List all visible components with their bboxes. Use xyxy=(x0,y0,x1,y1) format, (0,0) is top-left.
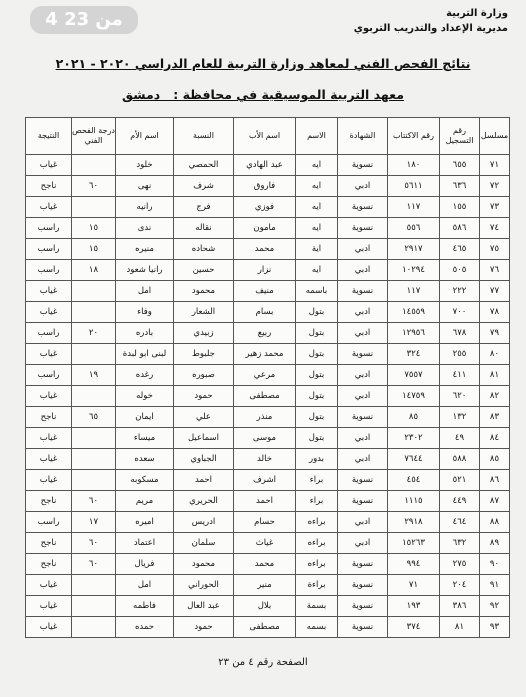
cell-exam-grade: ١٥ xyxy=(72,218,116,239)
cell-result: غياب xyxy=(26,596,72,617)
cell-mother-name: اميره xyxy=(116,512,174,533)
cell-exam-grade xyxy=(72,344,116,365)
cell-result: غياب xyxy=(26,281,72,302)
cell-father-name: غياث xyxy=(234,533,296,554)
cell-result: راسب xyxy=(26,512,72,533)
cell-surname: شحاده xyxy=(174,239,234,260)
cell-certificate: ادبي xyxy=(338,302,388,323)
cell-exam-grade: ١٧ xyxy=(72,512,116,533)
cell-certificate: نسوية xyxy=(338,155,388,176)
cell-name: اية xyxy=(296,239,338,260)
cell-exam-grade: ١٨ xyxy=(72,260,116,281)
cell-surname: نقاله xyxy=(174,218,234,239)
cell-name: براء xyxy=(296,470,338,491)
cell-mother-name: فاطمه xyxy=(116,596,174,617)
cell-mother-name: منيره xyxy=(116,239,174,260)
cell-result: غياب xyxy=(26,155,72,176)
table-row xyxy=(26,554,510,575)
table-row xyxy=(26,302,510,323)
cell-father-name: حسام xyxy=(234,512,296,533)
cell-name: بتول xyxy=(296,323,338,344)
cell-registration-number: ٤٦٤ xyxy=(440,512,480,533)
cell-father-name: محمد زهير xyxy=(234,344,296,365)
ministry-name: وزارة التربية xyxy=(446,8,508,19)
cell-father-name: محمد xyxy=(234,239,296,260)
cell-certificate: ادبي xyxy=(338,512,388,533)
column-header-mother-name: اسم الأم xyxy=(116,118,174,155)
cell-father-name: موسى xyxy=(234,428,296,449)
cell-registration-number: ١٥٥ xyxy=(440,197,480,218)
cell-name: براءه xyxy=(296,554,338,575)
cell-exam-grade: ١٩ xyxy=(72,365,116,386)
cell-mother-name: اعتماد xyxy=(116,533,174,554)
cell-subscription-number: ١٢٩٥٦ xyxy=(388,323,440,344)
cell-serial: ٨٢ xyxy=(480,386,510,407)
table-row xyxy=(26,218,510,239)
cell-exam-grade xyxy=(72,155,116,176)
cell-subscription-number: ٣٢٤ xyxy=(388,344,440,365)
cell-exam-grade: ١٥ xyxy=(72,239,116,260)
cell-serial: ٧٣ xyxy=(480,197,510,218)
column-header-serial: مسلسل xyxy=(480,118,510,155)
cell-name: بتول xyxy=(296,344,338,365)
cell-name: ايه xyxy=(296,218,338,239)
cell-serial: ٧١ xyxy=(480,155,510,176)
cell-certificate: نسوية xyxy=(338,407,388,428)
table-row xyxy=(26,470,510,491)
cell-exam-grade: ٦٠ xyxy=(72,554,116,575)
cell-mother-name: ميساء xyxy=(116,428,174,449)
cell-mother-name: امل xyxy=(116,281,174,302)
cell-father-name: منير xyxy=(234,575,296,596)
cell-registration-number: ٢٧٥ xyxy=(440,554,480,575)
cell-registration-number: ٥٠٥ xyxy=(440,260,480,281)
cell-mother-name: خوله xyxy=(116,386,174,407)
cell-certificate: ادبي xyxy=(338,533,388,554)
cell-serial: ٧٩ xyxy=(480,323,510,344)
cell-surname: فرج xyxy=(174,197,234,218)
cell-serial: ٨٩ xyxy=(480,533,510,554)
cell-subscription-number: ٧٦٤٤ xyxy=(388,449,440,470)
cell-certificate: ادبي xyxy=(338,239,388,260)
cell-serial: ٩٣ xyxy=(480,617,510,638)
cell-exam-grade: ٦٠ xyxy=(72,533,116,554)
institute-subtitle: معهد التربية الموسيقية في محافظة : دمشق xyxy=(122,87,404,102)
cell-certificate: ادبي xyxy=(338,365,388,386)
cell-father-name: خالد xyxy=(234,449,296,470)
organization-header xyxy=(354,6,508,36)
cell-exam-grade xyxy=(72,197,116,218)
cell-name: براءه xyxy=(296,533,338,554)
cell-serial: ٧٨ xyxy=(480,302,510,323)
cell-surname: اسماعيل xyxy=(174,428,234,449)
cell-name: بتول xyxy=(296,428,338,449)
table-row xyxy=(26,449,510,470)
cell-registration-number: ٤٤٩ xyxy=(440,491,480,512)
cell-subscription-number: ١١٧ xyxy=(388,197,440,218)
cell-mother-name: لبنى ابو لبدة xyxy=(116,344,174,365)
cell-result: غياب xyxy=(26,386,72,407)
cell-father-name: بسام xyxy=(234,302,296,323)
cell-result: راسب xyxy=(26,218,72,239)
cell-mother-name: فريال xyxy=(116,554,174,575)
cell-result: ناجح xyxy=(26,407,72,428)
cell-exam-grade xyxy=(72,617,116,638)
cell-certificate: نسوية xyxy=(338,596,388,617)
cell-subscription-number: ١٨٠ xyxy=(388,155,440,176)
cell-certificate: نسوية xyxy=(338,554,388,575)
cell-surname: الجباوي xyxy=(174,449,234,470)
cell-father-name: فوزي xyxy=(234,197,296,218)
cell-subscription-number: ١٤٧٥٩ xyxy=(388,386,440,407)
cell-registration-number: ٤٩ xyxy=(440,428,480,449)
cell-surname: سلمان xyxy=(174,533,234,554)
cell-result: غياب xyxy=(26,302,72,323)
table-row xyxy=(26,617,510,638)
cell-subscription-number: ١١١٥ xyxy=(388,491,440,512)
cell-mother-name: ندى xyxy=(116,218,174,239)
cell-subscription-number: ١٠٢٩٤ xyxy=(388,260,440,281)
cell-certificate: نسوية xyxy=(338,617,388,638)
cell-result: غياب xyxy=(26,449,72,470)
cell-exam-grade xyxy=(72,302,116,323)
cell-serial: ٧٢ xyxy=(480,176,510,197)
cell-exam-grade: ٦٠ xyxy=(72,176,116,197)
cell-certificate: نسوية xyxy=(338,281,388,302)
cell-exam-grade: ٢٠ xyxy=(72,323,116,344)
cell-result: غياب xyxy=(26,197,72,218)
cell-surname: احمد xyxy=(174,470,234,491)
cell-exam-grade: ٦٠ xyxy=(72,491,116,512)
table-row xyxy=(26,260,510,281)
cell-serial: ٨١ xyxy=(480,365,510,386)
cell-surname: حمود xyxy=(174,386,234,407)
table-row xyxy=(26,197,510,218)
cell-serial: ٧٦ xyxy=(480,260,510,281)
cell-serial: ٨٧ xyxy=(480,491,510,512)
cell-father-name: محمد xyxy=(234,554,296,575)
column-header-name: الاسم xyxy=(296,118,338,155)
cell-mother-name: ايمان xyxy=(116,407,174,428)
cell-mother-name: خلود xyxy=(116,155,174,176)
cell-certificate: نسوية xyxy=(338,218,388,239)
cell-registration-number: ١٣٢ xyxy=(440,407,480,428)
cell-subscription-number: ٥٥٦ xyxy=(388,218,440,239)
cell-name: ايه xyxy=(296,155,338,176)
cell-name: بتول xyxy=(296,407,338,428)
document-title: نتائج الفحص الفني لمعاهد وزارة التربية للعام الدراسي ٢٠٢٠ - ٢٠٢١ xyxy=(55,56,471,71)
cell-father-name: مامون xyxy=(234,218,296,239)
cell-name: باسمه xyxy=(296,281,338,302)
cell-father-name: بلال xyxy=(234,596,296,617)
cell-surname: علي xyxy=(174,407,234,428)
cell-mother-name: بادره xyxy=(116,323,174,344)
cell-serial: ٨٨ xyxy=(480,512,510,533)
cell-registration-number: ٧٠٠ xyxy=(440,302,480,323)
cell-surname: الحريري xyxy=(174,491,234,512)
cell-surname: شرف xyxy=(174,176,234,197)
cell-surname: الحوراني xyxy=(174,575,234,596)
column-header-certificate: الشهادة xyxy=(338,118,388,155)
cell-father-name: مرعي xyxy=(234,365,296,386)
cell-registration-number: ٢٠٤ xyxy=(440,575,480,596)
cell-name: ايه xyxy=(296,260,338,281)
cell-result: غياب xyxy=(26,617,72,638)
cell-mother-name: مسكوبه xyxy=(116,470,174,491)
cell-serial: ٨٤ xyxy=(480,428,510,449)
cell-name: بتول xyxy=(296,386,338,407)
cell-subscription-number: ٢٩١٧ xyxy=(388,239,440,260)
cell-registration-number: ٤١١ xyxy=(440,365,480,386)
cell-subscription-number: ٨٥ xyxy=(388,407,440,428)
cell-mother-name: حمده xyxy=(116,617,174,638)
cell-mother-name: امل xyxy=(116,575,174,596)
cell-exam-grade xyxy=(72,386,116,407)
cell-exam-grade: ٦٥ xyxy=(72,407,116,428)
cell-father-name: منذر xyxy=(234,407,296,428)
results-table xyxy=(25,117,510,638)
table-header-row xyxy=(26,118,510,155)
cell-serial: ٩٠ xyxy=(480,554,510,575)
cell-certificate: نسوية xyxy=(338,491,388,512)
cell-mother-name: نهى xyxy=(116,176,174,197)
cell-registration-number: ٦٣٦ xyxy=(440,176,480,197)
cell-father-name: مصطفى xyxy=(234,617,296,638)
cell-serial: ٧٤ xyxy=(480,218,510,239)
cell-registration-number: ٥٨٦ xyxy=(440,218,480,239)
cell-certificate: ادبي xyxy=(338,449,388,470)
cell-serial: ٩١ xyxy=(480,575,510,596)
cell-result: ناجح xyxy=(26,554,72,575)
cell-surname: صبوره xyxy=(174,365,234,386)
cell-name: براءه xyxy=(296,512,338,533)
cell-serial: ٨٣ xyxy=(480,407,510,428)
cell-name: ايه xyxy=(296,197,338,218)
table-row xyxy=(26,575,510,596)
table-row xyxy=(26,491,510,512)
table-row xyxy=(26,386,510,407)
cell-subscription-number: ٩٩٤ xyxy=(388,554,440,575)
cell-surname: جلبوط xyxy=(174,344,234,365)
table-row xyxy=(26,596,510,617)
cell-certificate: ادبي xyxy=(338,386,388,407)
cell-surname: الحمصي xyxy=(174,155,234,176)
cell-registration-number: ٦٥٥ xyxy=(440,155,480,176)
directorate-name: مديرية الإعداد والتدريب التربوي xyxy=(353,23,508,34)
cell-mother-name: سعده xyxy=(116,449,174,470)
cell-father-name: احمد xyxy=(234,491,296,512)
cell-registration-number: ٥٢١ xyxy=(440,470,480,491)
table-row xyxy=(26,428,510,449)
cell-subscription-number: ٢٩١٨ xyxy=(388,512,440,533)
cell-result: ناجح xyxy=(26,491,72,512)
table-row xyxy=(26,239,510,260)
cell-surname: الشعار xyxy=(174,302,234,323)
cell-result: غياب xyxy=(26,470,72,491)
cell-name: بتول xyxy=(296,302,338,323)
cell-name: بسمه xyxy=(296,617,338,638)
cell-result: غياب xyxy=(26,575,72,596)
cell-mother-name: رانيه xyxy=(116,197,174,218)
column-header-father-name: اسم الأب xyxy=(234,118,296,155)
cell-result: راسب xyxy=(26,365,72,386)
cell-certificate: نسوية xyxy=(338,575,388,596)
cell-subscription-number: ٤٥٤ xyxy=(388,470,440,491)
column-header-surname: النسبة xyxy=(174,118,234,155)
cell-result: غياب xyxy=(26,428,72,449)
cell-subscription-number: ٧٥٥٧ xyxy=(388,365,440,386)
table-row xyxy=(26,365,510,386)
cell-registration-number: ٨١ xyxy=(440,617,480,638)
column-header-registration-number: رقم التسجيل xyxy=(440,118,480,155)
cell-exam-grade xyxy=(72,449,116,470)
cell-name: براءة xyxy=(296,575,338,596)
cell-father-name: اشرف xyxy=(234,470,296,491)
cell-serial: ٧٧ xyxy=(480,281,510,302)
cell-surname: حسين xyxy=(174,260,234,281)
table-row xyxy=(26,281,510,302)
table-row xyxy=(26,344,510,365)
cell-certificate: نسوية xyxy=(338,344,388,365)
column-header-exam-grade: درجة الفحص الفني xyxy=(72,118,116,155)
cell-surname: عبد العال xyxy=(174,596,234,617)
cell-surname: محمود xyxy=(174,554,234,575)
cell-result: ناجح xyxy=(26,533,72,554)
cell-name: براء xyxy=(296,491,338,512)
cell-exam-grade xyxy=(72,470,116,491)
table-row xyxy=(26,407,510,428)
cell-subscription-number: ٣٧٤ xyxy=(388,617,440,638)
cell-father-name: فاروق xyxy=(234,176,296,197)
cell-registration-number: ٤٦٥ xyxy=(440,239,480,260)
cell-exam-grade xyxy=(72,596,116,617)
cell-name: بدور xyxy=(296,449,338,470)
cell-registration-number: ٦٢٠ xyxy=(440,386,480,407)
cell-name: بتول xyxy=(296,365,338,386)
cell-certificate: نسوية xyxy=(338,470,388,491)
cell-name: ايه xyxy=(296,176,338,197)
cell-certificate: نسوية xyxy=(338,197,388,218)
table-row xyxy=(26,512,510,533)
page-counter-badge: 4 من 23 xyxy=(30,6,138,34)
cell-registration-number: ٦٣٢ xyxy=(440,533,480,554)
cell-serial: ٨٦ xyxy=(480,470,510,491)
cell-subscription-number: ٥٦١١ xyxy=(388,176,440,197)
cell-result: ناجح xyxy=(26,176,72,197)
cell-surname: ادريس xyxy=(174,512,234,533)
cell-exam-grade xyxy=(72,281,116,302)
cell-registration-number: ٦٧٨ xyxy=(440,323,480,344)
table-body xyxy=(26,155,510,638)
cell-subscription-number: ١٩٣ xyxy=(388,596,440,617)
cell-mother-name: مريم xyxy=(116,491,174,512)
cell-certificate: ادبي xyxy=(338,176,388,197)
cell-result: راسب xyxy=(26,260,72,281)
cell-surname: محمود xyxy=(174,281,234,302)
cell-registration-number: ٥٨٨ xyxy=(440,449,480,470)
cell-certificate: ادبي xyxy=(338,428,388,449)
cell-mother-name: رغده xyxy=(116,365,174,386)
cell-exam-grade xyxy=(72,428,116,449)
cell-result: راسب xyxy=(26,239,72,260)
cell-father-name: عبد الهادي xyxy=(234,155,296,176)
cell-father-name: منيف xyxy=(234,281,296,302)
cell-surname: زبيدي xyxy=(174,323,234,344)
column-header-result: النتيجة xyxy=(26,118,72,155)
cell-result: غياب xyxy=(26,344,72,365)
cell-subscription-number: ٧١ xyxy=(388,575,440,596)
cell-name: بسمة xyxy=(296,596,338,617)
column-header-subscription-number: رقم الاكتتاب xyxy=(388,118,440,155)
cell-registration-number: ٣٨٦ xyxy=(440,596,480,617)
cell-subscription-number: ١٥٢٦٣ xyxy=(388,533,440,554)
cell-serial: ٨٠ xyxy=(480,344,510,365)
cell-exam-grade xyxy=(72,575,116,596)
cell-serial: ٧٥ xyxy=(480,239,510,260)
cell-certificate: ادبي xyxy=(338,323,388,344)
cell-father-name: نزار xyxy=(234,260,296,281)
cell-mother-name: وفاء xyxy=(116,302,174,323)
cell-result: راسب xyxy=(26,323,72,344)
table-row xyxy=(26,323,510,344)
cell-registration-number: ٢٥٥ xyxy=(440,344,480,365)
cell-certificate: ادبي xyxy=(338,260,388,281)
cell-subscription-number: ١١٧ xyxy=(388,281,440,302)
table-row xyxy=(26,155,510,176)
cell-registration-number: ٢٢٢ xyxy=(440,281,480,302)
page-footer: الصفحة رقم ٤ من ٢٣ xyxy=(218,657,308,668)
table-row xyxy=(26,176,510,197)
cell-serial: ٩٢ xyxy=(480,596,510,617)
cell-father-name: مصطفى xyxy=(234,386,296,407)
cell-subscription-number: ١٤٥٥٩ xyxy=(388,302,440,323)
cell-mother-name: رانيا شعود xyxy=(116,260,174,281)
cell-serial: ٨٥ xyxy=(480,449,510,470)
cell-surname: حمود xyxy=(174,617,234,638)
cell-subscription-number: ٢٣٠٢ xyxy=(388,428,440,449)
cell-father-name: ربيع xyxy=(234,323,296,344)
table-row xyxy=(26,533,510,554)
